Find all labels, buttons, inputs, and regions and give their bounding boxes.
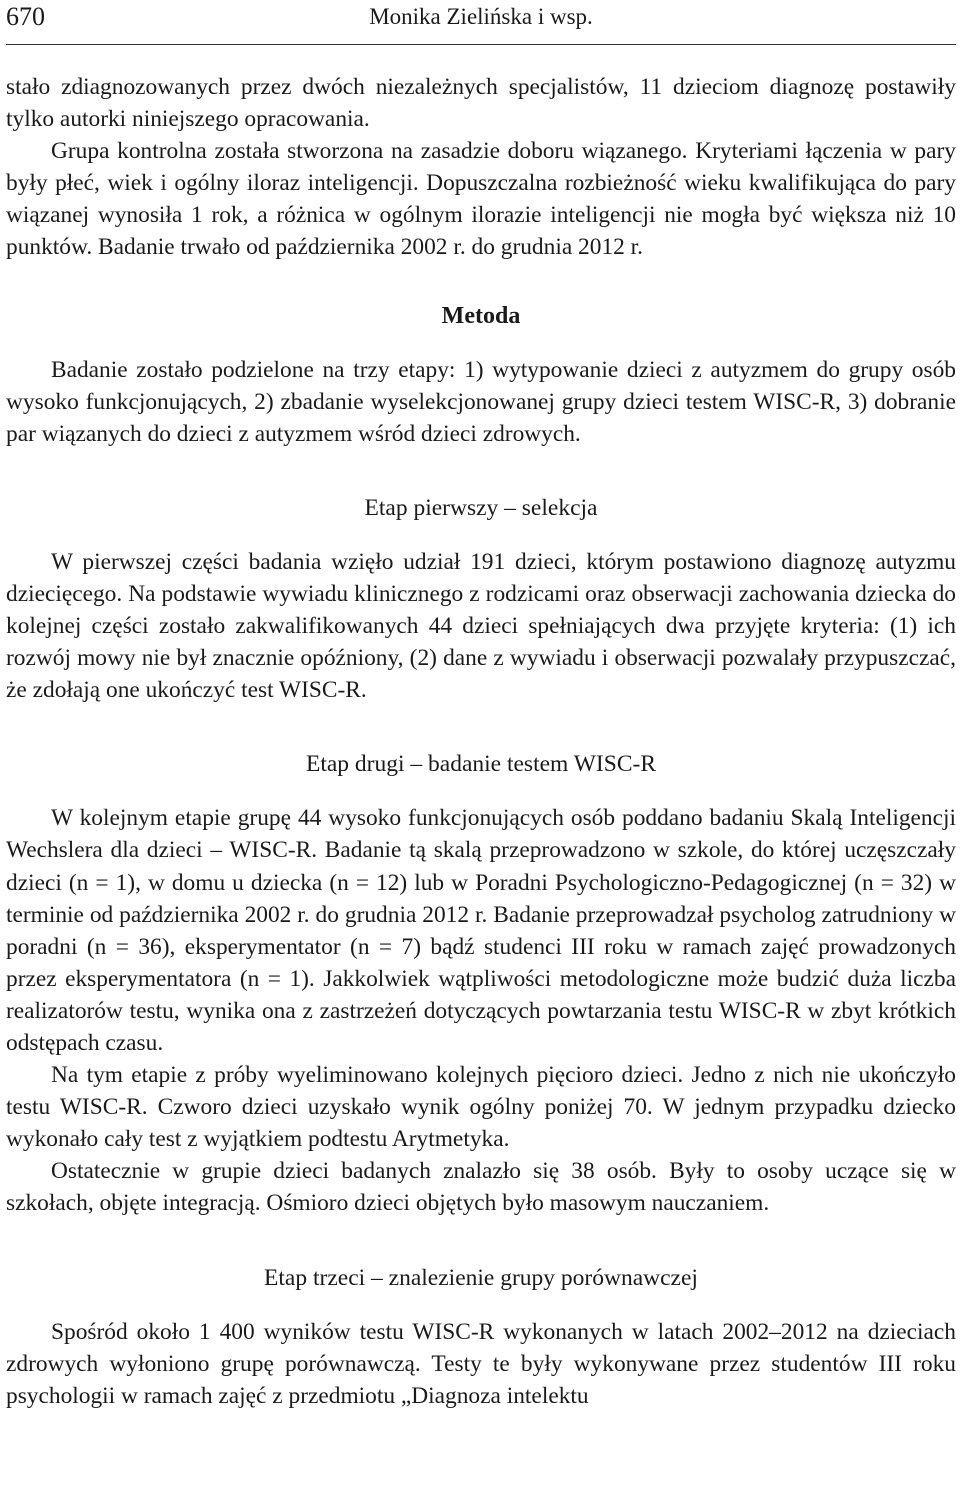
stage-three-paragraph: Spośród około 1 400 wyników testu WISC-R wykonanych w latach 2002–2012 na dzieciach zdrowych wyłoniono grupę porównawczą. Testy te były wykonywane przez studentów III roku psychologii w ramach zajęć z przedmiotu „Diagnoza intelektu (6, 1318, 956, 1409)
stage-two-paragraph-3: Ostatecznie w grupie dzieci badanych znalazło się 38 osób. Były to osoby uczące się w szkołach, objęte integracją. Ośmioro dzieci objętych było masowym nauczaniem. (6, 1158, 956, 1217)
stage-two-paragraph-1: W kolejnym etapie grupę 44 wysoko funkcjonujących osób poddano badaniu Skalą Inteligencji Wechslera dla dzieci – WISC-R. Badanie tą skalą przeprowadzono w szkole, do której uczęszczały dzieci (n = 1), w domu u dziecka (n = 12) lub w Poradni Psychologiczno-Pedagogicznej (n = 32) w terminie od października 2002 r. do grudnia 2012 r. Badanie przeprowadzał psycholog zatrudniony w poradni (n = 36), eksperymentator (n = 7) bądź studenci III roku w ramach zajęć prowadzonych przez eksperymentatora (n = 1). Jakkolwiek wątpliwości metodologiczne może budzić duża liczba realizatorów testu, wynika ona z zastrzeżeń dotyczących powtarzania testu WISC-R w zbyt krótkich odstępach czasu. (6, 805, 956, 1056)
section-heading-method: Metoda (441, 302, 521, 329)
running-header (6, 0, 956, 45)
running-author: Monika Zielińska i wsp. (369, 4, 593, 29)
subheading-stage-two: Etap drugi – badanie testem WISC-R (305, 751, 657, 778)
method-paragraph: Badanie zostało podzielone na trzy etapy: 1) wytypowanie dzieci z autyzmem do grupy osób wysoko funkcjonujących, 2) zbadanie wyselekcjonowanej grupy dzieci testem WISC-R, 3) dobranie par wiązanych do dzieci z autyzmem wśród dzieci zdrowych. (6, 356, 956, 447)
subheading-stage-one: Etap pierwszy – selekcja (364, 494, 598, 521)
subheading-stage-three: Etap trzeci – znalezienie grupy porównawczej (264, 1264, 698, 1291)
stage-two-paragraph-2: Na tym etapie z próby wyeliminowano kolejnych pięcioro dzieci. Jedno z nich nie ukończyło testu WISC-R. Czworo dzieci uzyskało wynik ogólny poniżej 70. W jednym przypadku dziecko wykonało cały test z wyjątkiem podtestu Arytmetyka. (6, 1062, 956, 1153)
document-page (6, 0, 956, 1412)
stage-one-paragraph: W pierwszej części badania wzięło udział 191 dzieci, którym postawiono diagnozę autyzmu dziecięcego. Na podstawie wywiadu klinicznego z rodzicami oraz obserwacji zachowania dziecka do kolejnej części zostało zakwalifikowanych 44 dzieci spełniających dwa przyjęte kryteria: (1) ich rozwój mowy nie był znacznie opóźniony, (2) dane z wywiadu i obserwacji pozwalały przypuszczać, że zdołają one ukończyć test WISC-R. (6, 548, 956, 704)
intro-paragraph-continued: stało zdiagnozowanych przez dwóch niezależnych specjalistów, 11 dzieciom diagnozę postawiły tylko autorki niniejszego opracowania. (6, 74, 956, 133)
page-number: 670 (6, 2, 45, 31)
intro-paragraph-control-group: Grupa kontrolna została stworzona na zasadzie doboru wiązanego. Kryteriami łączenia w pary były płeć, wiek i ogólny iloraz inteligencji. Dopuszczalna rozbieżność wieku kwalifikująca do pary wiązanej wynosiła 1 rok, a różnica w ogólnym ilorazie inteligencji nie mogła być większa niż 10 punktów. Badanie trwało od października 2002 r. do grudnia 2012 r. (6, 138, 956, 261)
